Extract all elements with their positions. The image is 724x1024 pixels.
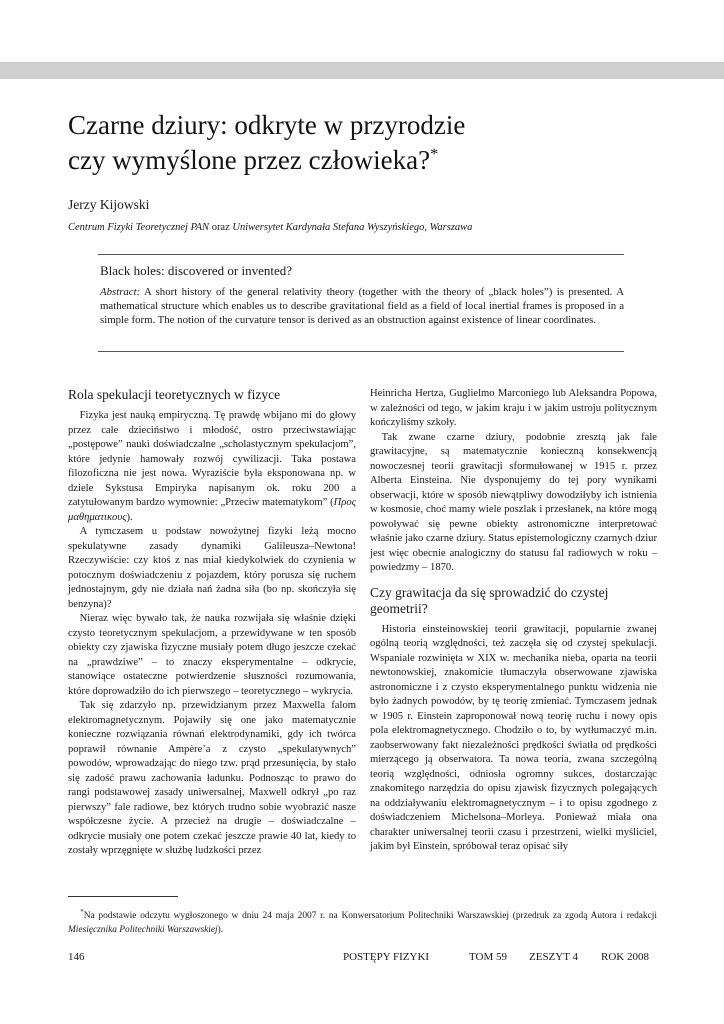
abstract-title: Black holes: discovered or invented?	[100, 263, 293, 278]
author-name: Jerzy Kijowski	[68, 197, 150, 212]
title-footnote-mark: *	[430, 146, 439, 163]
section-spacer	[370, 576, 657, 585]
author-affiliation	[68, 222, 472, 233]
title-line-2: czy wymyślone przez człowieka?	[68, 145, 431, 175]
paragraph: Tak się zdarzyło np. przewidzianym przez Maxwella falom elektromagnetycznym. Pojawiły się one jako matematycznie konieczne rozwiązania równań elektrodynamiki, gdy ich twórca poprawił równanie Ampère’a z czysto „spekulatywnych” powodów, wprowadzając do niego tzw. prąd przesunięcia, by stało się zadość prawu zachowania ładunku. Podnosząc to prawo do rangi podstawowej zasady uniwersalnej, Maxwell odkrył „po raz pierwszy” fale radiowe, bez których trudno sobie wyobrazić nasze współczesne życie. A przecież na drugie – doświadczalne – odkrycie musiały one potem czekać jeszcze prawie 40 lat, kiedy to zostały wprzęgnięte w służbę ludzkości przez	[68, 700, 356, 856]
greek-title: Πρoς μαθηματικoυς	[68, 497, 356, 523]
abstract-label: Abstract:	[100, 286, 141, 298]
article-title	[68, 108, 668, 178]
paragraph: Heinricha Hertza, Guglielmo Marconiego lub Aleksandra Popowa, w zależności od tego, w jakim kraju i w jakim ustroju politycznym kończyliśmy szkoły.	[370, 388, 657, 428]
right-column	[370, 387, 657, 855]
paragraph: Historia einsteinowskiej teorii grawitacji, popularnie zwanej ogólną teorią względności, też zaczęła się od czystej spekulacji. Wspaniale rozwinięta w XIX w. mechanika nieba, oparta na teorii newtonowskiej, znakomicie tłumaczyła obserwowane zjawiska astronomiczne i z czysto eksperymentalnego punktu widzenia nie było żadnych powodów, by tę teorię zmieniać. Tymczasem jednak w 1905 r. Einstein zaproponował nową teorię ruchu i nowy opis pola elektromagnetycznego. Chodziło o to, by wytłumaczyć m.in. zaobserwowany fakt niezależności prędkości światła od prędkości mierzącego ją obserwatora. Ta nowa teoria, zwana szczególną teorią względności, odniosła ogromny sukces, dostarczając znakomitego narzędzia do opisu zjawisk fizycznych polegających na oddziaływaniu elektromagnetycznym – i to opisu zgodnego z doświadczeniem Michelsona–Morleya. Ponieważ miała ona charakter uniwersalnej teorii czasu i przestrzeni, wielki myśliciel, jakim był Einstein, spróbował teraz opisać siły	[370, 623, 657, 852]
paragraph: Nieraz więc bywało tak, że nauka rozwijała się właśnie dzięki czysto teoretycznym spekulacjom, a przewidywane w ten sposób obiekty czy zjawiska fizyczne musiały potem długo jeszcze czekać na „prawdziwe” – to znaczy eksperymentalne – odkrycie, stanowiące ostateczne potwierdzenie słuszności rozumowania, które doprowadziło do ich pierwszego – teoretycznego – wykrycia.	[68, 613, 356, 697]
paragraph: Tak zwane czarne dziury, podobnie zresztą jak fale grawitacyjne, są matematycznie konieczną konsekwencją nowoczesnej teorii grawitacji sformułowanej w 1915 r. przez Alberta Einsteina. Nie dysponujemy do tej pory wynikami obserwacji, które w sposób niewątpliwy dowodziłyby ich istnienia w kosmosie, choć mamy wiele poszlak i przesłanek, na które mogą powoływać się pewne obiekty astronomiczne interpretować właśnie jako czarne dziury. Status epistemologiczny czarnych dziur jest więc obecnie analogiczny do statusu fal radiowych w roku – powiedzmy – 1870.	[370, 431, 657, 573]
footnote-mark: *	[80, 908, 84, 916]
abstract-box	[98, 254, 624, 352]
title-line-1: Czarne dziury: odkryte w przyrodzie	[68, 110, 466, 140]
affiliation-joiner: oraz	[209, 222, 233, 233]
footnote-text: ).	[217, 924, 224, 935]
paragraph: A tymczasem u podstaw nowożytnej fizyki leżą mocno spekulatywne zasady dynamiki Galileusza–Newtona! Rzeczywiście: czy ktoś z nas miał kiedykolwiek do czynienia w potocznym doświadczeniu z pojazdem, który porusza się ruchem jednostajnym, gdy nie działa nań żadna siła (bo np. skończyła się benzyna)?	[68, 526, 356, 610]
header-band	[0, 62, 724, 79]
affiliation-part-1: Centrum Fizyki Teoretycznej PAN	[68, 222, 210, 233]
footnote-rule	[68, 896, 178, 897]
paragraph	[68, 409, 356, 525]
footnote-journal: Miesięcznika Politechniki Warszawskiej	[68, 924, 218, 935]
journal-name: POSTĘPY FIZYKI	[343, 951, 430, 963]
section-heading-2: Czy grawitacja da się sprowadzić do czystej geometrii?	[370, 584, 609, 616]
footnote-text: Na podstawie odczytu wygłoszonego w dniu 24 maja 2007 r. na Konwersatorium Politechniki Warszawskiej (przedruk za zgodą Autora i redakcji	[83, 911, 657, 922]
journal-issue: ZESZYT 4	[529, 951, 578, 963]
footnote	[68, 906, 657, 937]
paragraph-text: Fizyka jest nauką empiryczną. Tę prawdę wbijano mi do głowy przez całe dzieciństwo i młodość, ostro przeciwstawiając „postępowe” nauki doświadczalne „scholastycznym spekulacjom”, które jedynie hamowały rozwój cywilizacji. Taka postawa filozoficzna nie jest nowa. Wyraziście była eksponowana np. w dziele Sykstusa Empiryka napisanym ok. roku 200 a zatytułowanym bardzo wymownie: „Przeciw matematykom” (	[68, 410, 356, 508]
abstract-text: A short history of the general relativity theory (together with the theory of „black holes”) is presented. A mathematical structure which enables us to describe gravitational field as a field of local inertial frames is proposed in a simple form. The notion of the curvature tensor is derived as an obstruction against existence of linear coordinates.	[100, 286, 624, 326]
page-number: 146	[68, 951, 85, 963]
abstract-body	[100, 285, 624, 327]
affiliation-part-2: Uniwersytet Kardynała Stefana Wyszyńskiego, Warszawa	[232, 222, 473, 233]
journal-year: ROK 2008	[601, 951, 649, 963]
section-heading-1: Rola spekulacji teoretycznych w fizyce	[68, 387, 281, 402]
paragraph-text: ).	[126, 511, 133, 523]
journal-volume: TOM 59	[469, 951, 507, 963]
left-column	[68, 387, 356, 859]
